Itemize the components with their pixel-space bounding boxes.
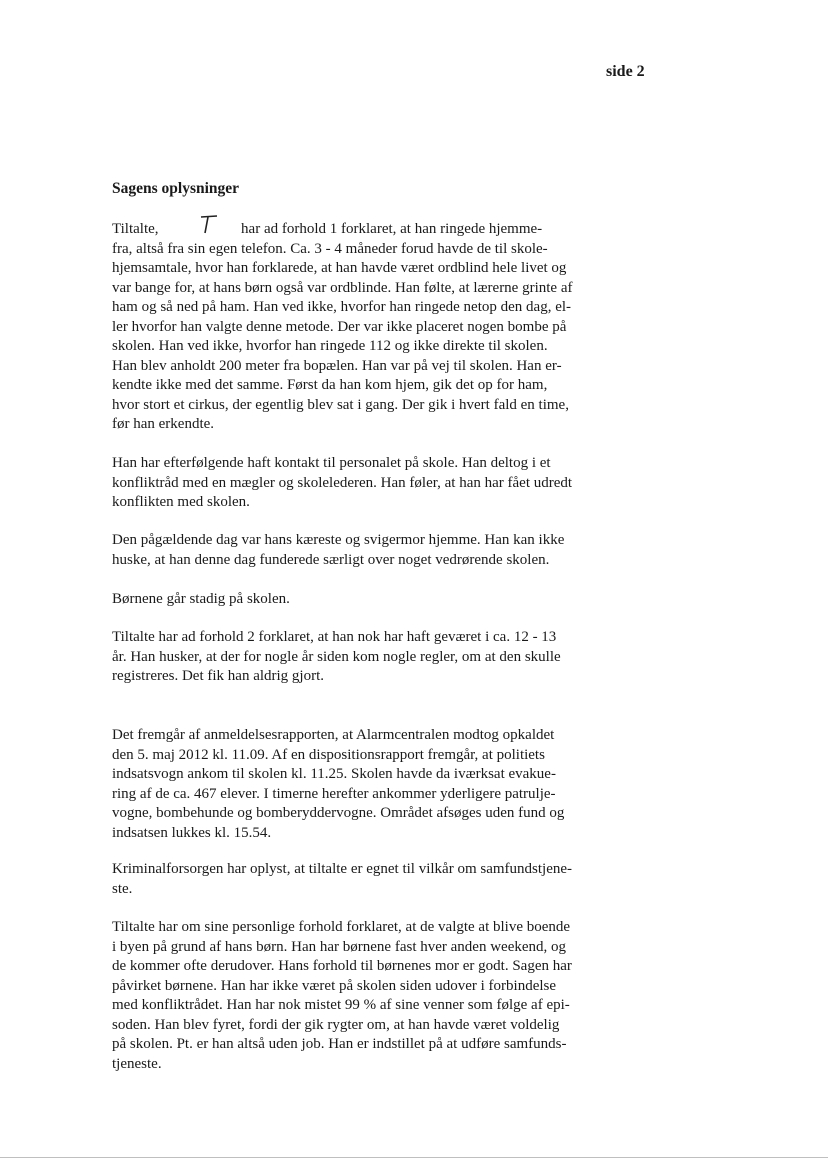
text-line: hvor stort et cirkus, der egentlig blev sat i gang. Der gik i hvert fald en time, — [112, 396, 569, 413]
text-line: soden. Han blev fyret, fordi der gik rygter om, at han havde været voldelig — [112, 1016, 560, 1033]
text-line: Tiltalte, har ad forhold 1 forklaret, at han ringede hjemme- — [112, 221, 543, 237]
paragraph — [112, 454, 612, 513]
paragraph — [112, 628, 612, 687]
paragraph — [112, 220, 612, 435]
text-line: Tiltalte har om sine personlige forhold forklaret, at de valgte at blive boende — [112, 919, 571, 935]
footer-divider — [0, 1157, 828, 1158]
text-line: Kriminalforsorgen har oplyst, at tiltalte er egnet til vilkår om samfundstjene- — [112, 861, 573, 877]
text-line: kendte ikke med det samme. Først da han kom hjem, gik det op for ham, — [112, 377, 548, 393]
paragraph — [112, 860, 612, 899]
text-line: ler hvorfor han valgte denne metode. Der var ikke placeret nogen bombe på — [112, 318, 567, 335]
text-line: de kommer ofte derudover. Hans forhold til børnenes mor er godt. Sagen har — [112, 958, 572, 974]
text-line: tjeneste. — [112, 1055, 162, 1072]
text-line: Det fremgår af anmeldelsesrapporten, at Alarmcentralen modtog opkaldet — [112, 727, 555, 743]
paragraph — [112, 726, 612, 843]
text-line: indsatsvogn ankom til skolen kl. 11.25. Skolen havde da iværksat evakue- — [112, 766, 556, 782]
text-line: med konfliktrådet. Han har nok mistet 99 % af sine venner som følge af epi- — [112, 997, 570, 1013]
text-line: den 5. maj 2012 kl. 11.09. Af en dispositionsrapport fremgår, at politiets — [112, 746, 545, 763]
text-line: indsatsen lukkes kl. 15.54. — [112, 824, 272, 841]
text-line: Han blev anholdt 200 meter fra bopælen. Han var på vej til skolen. Han er- — [112, 357, 562, 374]
text-line: hjemsamtale, hvor han forklarede, at han havde været ordblind hele livet og — [112, 260, 567, 276]
page-number: side 2 — [606, 63, 645, 80]
text-line: Tiltalte har ad forhold 2 forklaret, at han nok har haft geværet i ca. 12 - 13 — [112, 629, 557, 645]
text-line: ring af de ca. 467 elever. I timerne herefter ankommer yderligere patrulje- — [112, 785, 556, 802]
text-line: påvirket børnene. Han har ikke været på skolen siden udover i forbindelse — [112, 977, 557, 994]
text-line: før han erkendte. — [112, 416, 215, 432]
text-line: var bange for, at hans børn også var ordblinde. Han følte, at lærerne grinte af — [112, 279, 573, 296]
text-line: fra, altså fra sin egen telefon. Ca. 3 - 4 måneder forud havde de til skole- — [112, 240, 548, 257]
text-line: ham og så ned på ham. Han ved ikke, hvorfor han ringede netop den dag, el- — [112, 299, 572, 315]
text-line: skolen. Han ved ikke, hvorfor han ringede 112 og ikke direkte til skolen. — [112, 338, 548, 354]
text-line: i byen på grund af hans børn. Han har børnene fast hver anden weekend, og — [112, 938, 567, 955]
text-line: år. Han husker, at der for nogle år siden kom nogle regler, om at den skulle — [112, 648, 561, 665]
text-line: konflikten med skolen. — [112, 494, 250, 510]
paragraph — [112, 590, 612, 610]
text-line: vogne, bombehunde og bomberyddervogne. Området afsøges uden fund og — [112, 805, 565, 821]
text-line: på skolen. Pt. er han altså uden job. Han er indstillet på at udføre samfunds- — [112, 1036, 567, 1052]
text-line: Børnene går stadig på skolen. — [112, 591, 290, 607]
text-line: huske, at han denne dag funderede særligt over noget vedrørende skolen. — [112, 551, 550, 568]
text-line: registreres. Det fik han aldrig gjort. — [112, 668, 325, 684]
text-line: ste. — [112, 880, 133, 897]
text-line: Den pågældende dag var hans kæreste og svigermor hjemme. Han kan ikke — [112, 532, 565, 548]
paragraph — [112, 918, 612, 1074]
text-line: Han har efterfølgende haft kontakt til personalet på skole. Han deltog i et — [112, 455, 551, 471]
paragraph — [112, 531, 612, 570]
section-heading: Sagens oplysninger — [112, 180, 240, 197]
text-line: konfliktråd med en mægler og skolelederen. Han føler, at han har fået udredt — [112, 474, 573, 491]
